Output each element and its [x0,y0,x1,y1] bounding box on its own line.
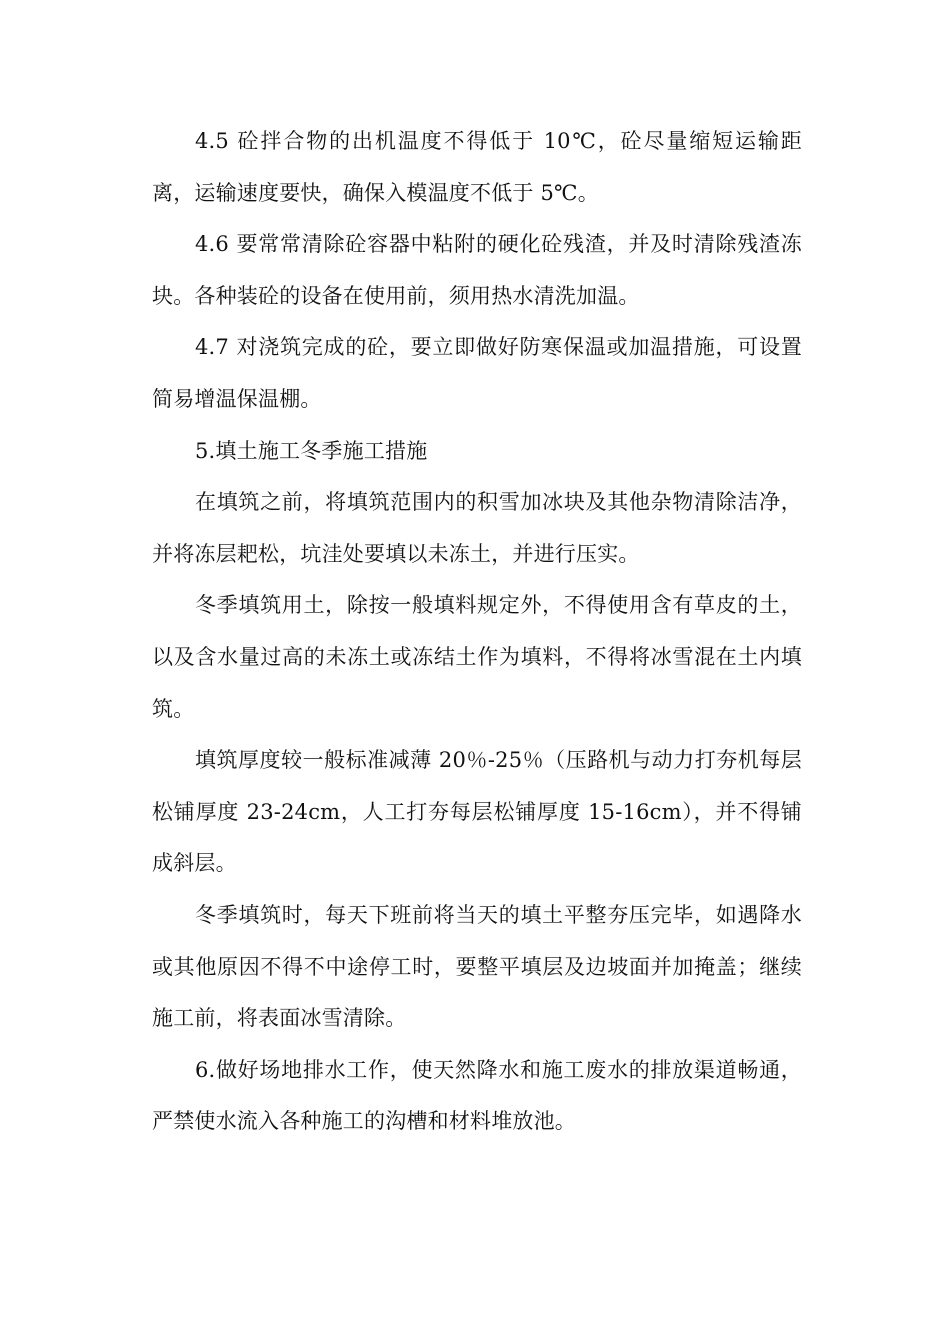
paragraph-fill-thickness: 填筑厚度较一般标准减薄 20％-25％（压路机与动力打夯机每层松铺厚度 23-24cm，人工打夯每层松铺厚度 15-16cm），并不得铺成斜层。 [152,748,802,876]
paragraph-4-5: 4.5 砼拌合物的出机温度不得低于 10℃，砼尽量缩短运输距离，运输速度要快，确保入模温度不低于 5℃。 [152,129,802,205]
document-body [152,116,802,1148]
paragraph-fill-daily: 冬季填筑时，每天下班前将当天的填土平整夯压完毕，如遇降水或其他原因不得不中途停工时，要整平填层及边坡面并加掩盖；继续施工前，将表面冰雪清除。 [152,902,802,1031]
paragraph-4-7: 4.7 对浇筑完成的砼，要立即做好防寒保温或加温措施，可设置简易增温保温棚。 [152,335,802,411]
paragraph-fill-soil: 冬季填筑用土，除按一般填料规定外，不得使用含有草皮的土，以及含水量过高的未冻土或冻结土作为填料，不得将冰雪混在土内填筑。 [152,593,802,721]
paragraph-4-6: 4.6 要常常清除砼容器中粘附的硬化砼残渣，并及时清除残渣冻块。各种装砼的设备在使用前，须用热水清洗加温。 [152,232,802,308]
paragraph-6-drainage: 6.做好场地排水工作，使天然降水和施工废水的排放渠道畅通，严禁使水流入各种施工的沟槽和材料堆放池。 [152,1057,802,1134]
section-heading-5: 5.填土施工冬季施工措施 [195,438,428,463]
paragraph-fill-before: 在填筑之前，将填筑范围内的积雪加冰块及其他杂物清除洁净，并将冻层耙松，坑洼处要填以未冻土，并进行压实。 [152,490,802,566]
